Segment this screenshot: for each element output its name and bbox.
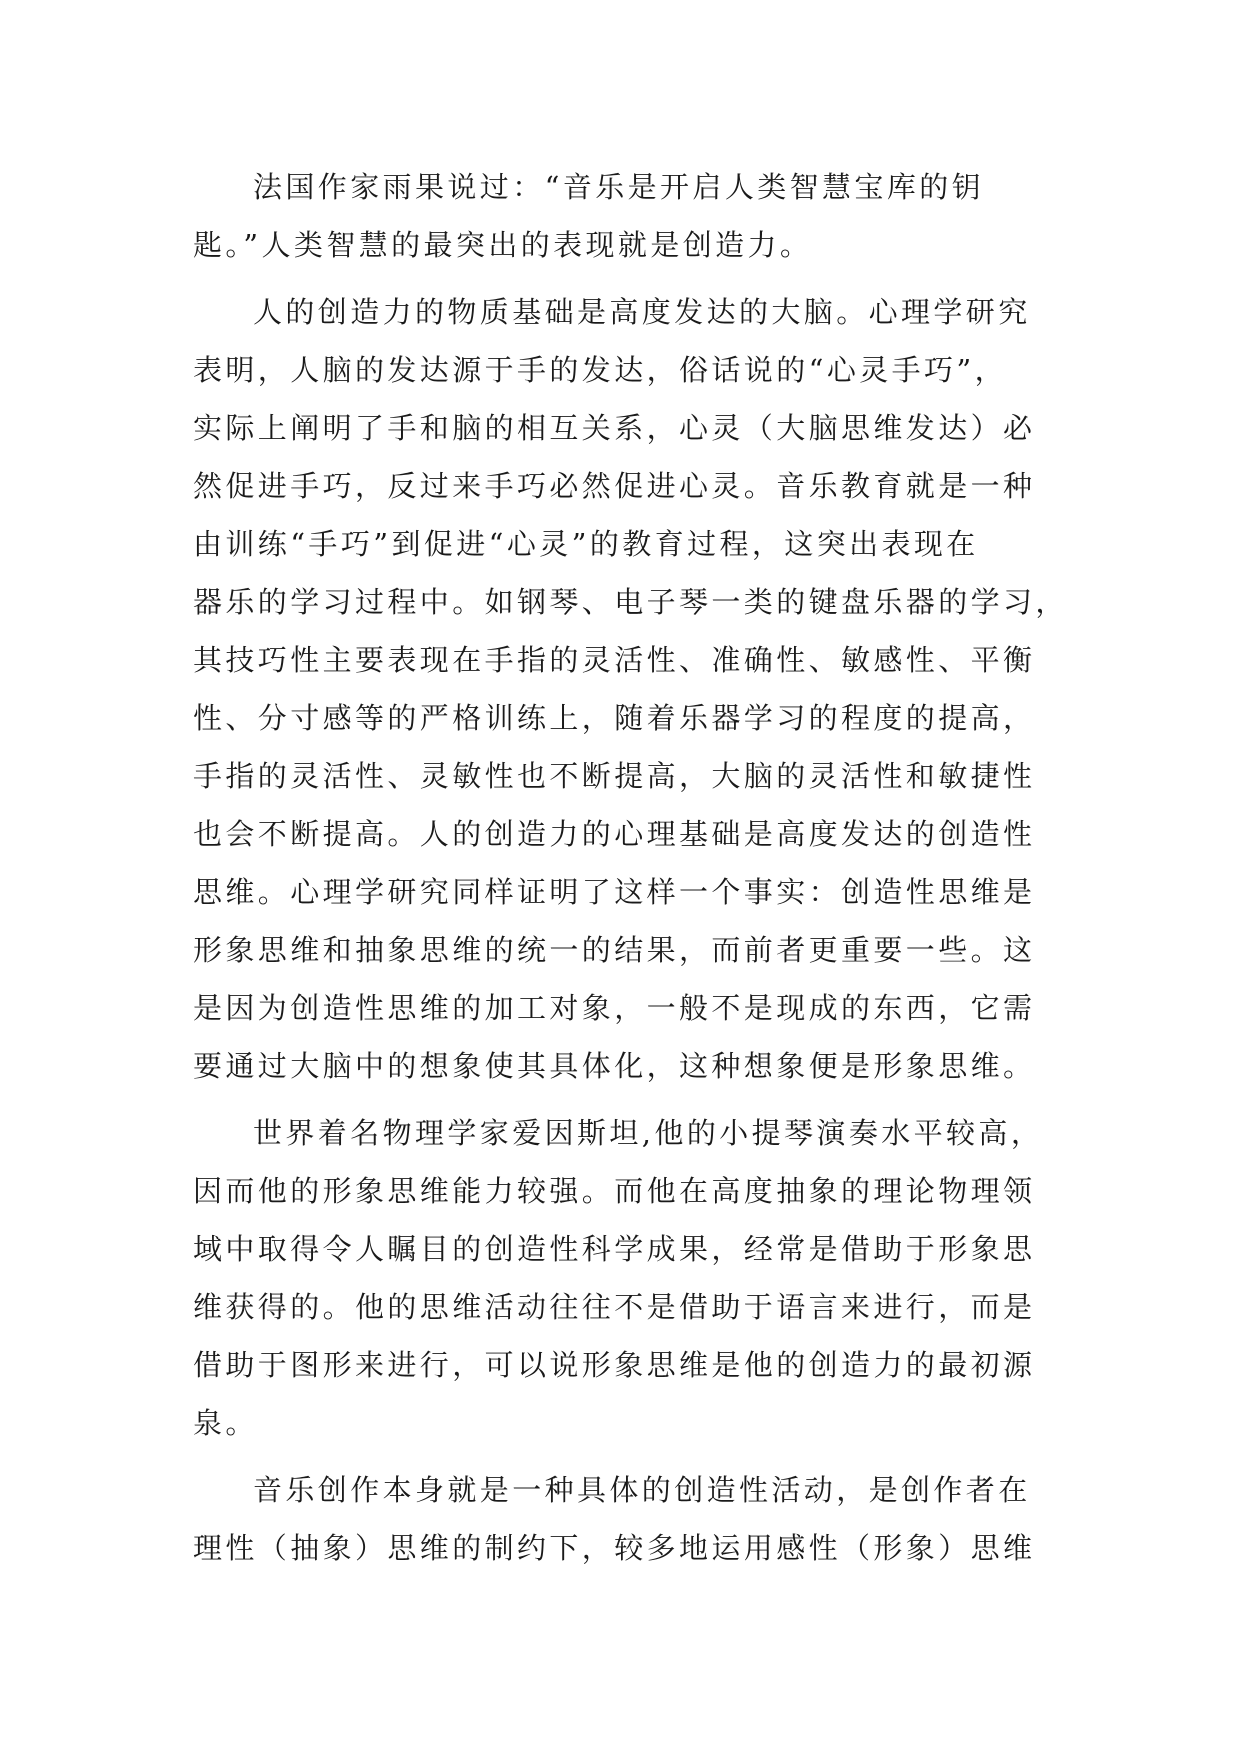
text-line: 法国作家雨果说过：“音乐是开启人类智慧宝库的钥 — [253, 170, 985, 204]
text-line: 是因为创造性思维的加工对象，一般不是现成的东西，它需 — [193, 991, 1036, 1025]
text-line: 也会不断提高。人的创造力的心理基础是高度发达的创造性 — [193, 817, 1036, 851]
text-line: 思维。心理学研究同样证明了这样一个事实：创造性思维是 — [193, 875, 1036, 909]
text-line: 其技巧性主要表现在手指的灵活性、准确性、敏感性、平衡 — [193, 643, 1036, 677]
paragraph-3 — [193, 1104, 1059, 1452]
text-line: 世界着名物理学家爱因斯坦,他的小提琴演奏水平较高， — [253, 1116, 1044, 1150]
text-line: 实际上阐明了手和脑的相互关系，心灵（大脑思维发达）必 — [193, 411, 1036, 445]
text-line: 手指的灵活性、灵敏性也不断提高，大脑的灵活性和敏捷性 — [193, 759, 1036, 793]
text-line: 泉。 — [193, 1406, 258, 1440]
paragraph-1 — [193, 158, 1059, 274]
text-line: 器乐的学习过程中。如钢琴、电子琴一类的键盘乐器的学习， — [193, 585, 1068, 619]
paragraph-4 — [193, 1461, 1059, 1577]
text-line: 然促进手巧，反过来手巧必然促进心灵。音乐教育就是一种 — [193, 469, 1036, 503]
text-line: 表明，人脑的发达源于手的发达，俗话说的“心灵手巧”， — [193, 353, 1008, 387]
text-line: 维获得的。他的思维活动往往不是借助于语言来进行，而是 — [193, 1290, 1036, 1324]
text-line: 由训练“手巧”到促进“心灵”的教育过程，这突出表现在 — [193, 527, 979, 561]
text-line: 要通过大脑中的想象使其具体化，这种想象便是形象思维。 — [193, 1049, 1036, 1083]
text-line: 因而他的形象思维能力较强。而他在高度抽象的理论物理领 — [193, 1174, 1036, 1208]
paragraph-2 — [193, 283, 1068, 1095]
text-line: 人的创造力的物质基础是高度发达的大脑。心理学研究 — [253, 295, 1031, 329]
text-line: 性、分寸感等的严格训练上，随着乐器学习的程度的提高， — [193, 701, 1036, 735]
text-line: 形象思维和抽象思维的统一的结果，而前者更重要一些。这 — [193, 933, 1036, 967]
text-line: 音乐创作本身就是一种具体的创造性活动，是创作者在 — [253, 1473, 1031, 1507]
body-text — [193, 158, 1068, 1577]
text-line: 匙。”人类智慧的最突出的表现就是创造力。 — [193, 228, 813, 262]
text-line: 域中取得令人瞩目的创造性科学成果，经常是借助于形象思 — [193, 1232, 1036, 1266]
text-line: 借助于图形来进行，可以说形象思维是他的创造力的最初源 — [193, 1348, 1036, 1382]
text-line: 理性（抽象）思维的制约下，较多地运用感性（形象）思维 — [193, 1531, 1036, 1565]
